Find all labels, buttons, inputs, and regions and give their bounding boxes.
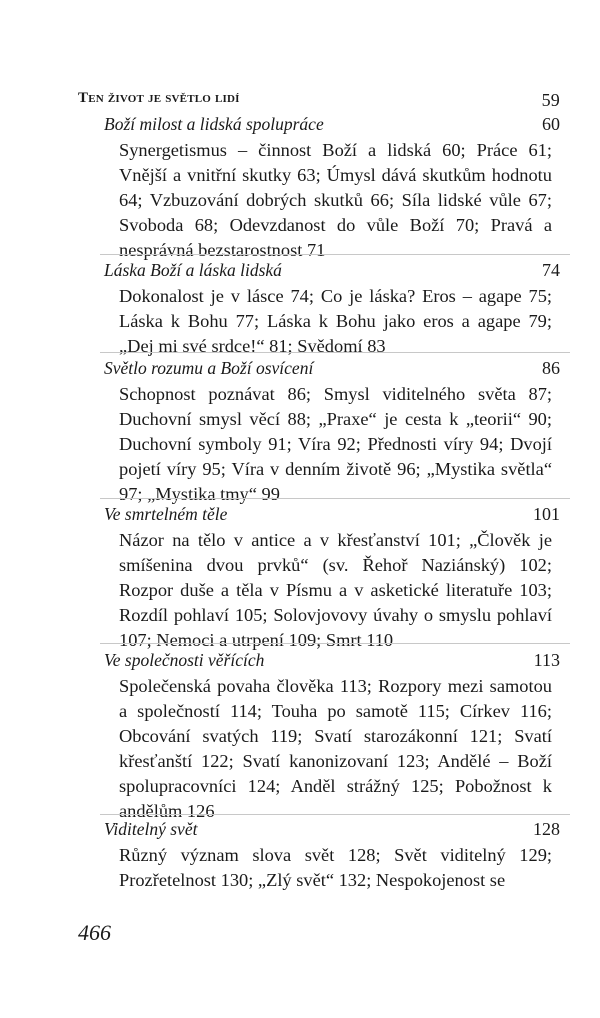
- section-title: [78, 356, 560, 380]
- section-title-text: Ve společnosti věřících: [104, 650, 265, 670]
- section-entries: Dokonalost je v lásce 74; Co je láska? Eros – agape 75; Láska k Bohu 77; Láska k Bohu jako eros a agape 79; „Dej mi své srdce!“ 81; Svědomí 83: [119, 286, 552, 356]
- section-divider: [100, 643, 570, 644]
- toc-section: [78, 356, 560, 507]
- section-entries: Názor na tělo v antice a v křesťanství 101; „Člověk je smíšenina dvou prvků“ (sv. Řehoř Naziánský) 102; Rozpor duše a těla v Písmu a v asketické literatuře 103; Rozdíl pohlaví 105; Solovjovovy úvahy o smyslu pohlaví 107; Nemoci a utrpení 109; Smrt 110: [119, 530, 552, 650]
- toc-section: [78, 502, 560, 653]
- chapter-heading: [78, 90, 560, 110]
- toc-section: [78, 112, 560, 263]
- chapter-title: Ten život je světlo lidí: [78, 90, 240, 106]
- section-page-number: 86: [542, 358, 560, 378]
- section-title: [78, 502, 560, 526]
- section-divider: [100, 352, 570, 353]
- section-page-number: 74: [542, 260, 560, 280]
- section-entries: Schopnost poznávat 86; Smysl viditelného světa 87; Duchovní smysl věcí 88; „Praxe“ je cesta k „teorii“ 90; Duchovní symboly 91; Víra 92; Přednosti víry 94; Dvojí pojetí víry 95; Víra v denním životě 96; „Mystika světla“ 97; „Mystika tmy“ 99: [119, 384, 552, 504]
- section-page-number: 60: [542, 114, 560, 134]
- section-title: [78, 648, 560, 672]
- section-entries: Různý význam slova svět 128; Svět viditelný 129; Prozřetelnost 130; „Zlý svět“ 132; Nespokojenost se: [119, 845, 552, 890]
- section-title-text: Ve smrtelném těle: [104, 504, 228, 524]
- section-title-text: Boží milost a lidská spolupráce: [104, 114, 324, 134]
- section-divider: [100, 254, 570, 255]
- section-entries: Synergetismus – činnost Boží a lidská 60; Práce 61; Vnější a vnitřní skutky 63; Úmysl dává skutkům hodnotu 64; Vzbuzování dobrých skutků 66; Síla lidské vůle 67; Svoboda 68; Odevzdanost do vůle Boží 70; Pravá a nesprávná bezstarostnost 71: [119, 140, 552, 260]
- section-title: [78, 112, 560, 136]
- toc-section: [78, 258, 560, 359]
- section-page-number: 128: [533, 819, 560, 839]
- section-page-number: 101: [533, 504, 560, 524]
- section-title-text: Světlo rozumu a Boží osvícení: [104, 358, 314, 378]
- chapter-page-number: 59: [541, 90, 560, 110]
- section-entries: Společenská povaha člověka 113; Rozpory mezi samotou a společností 114; Touha po samotě 115; Církev 116; Obcování svatých 119; Svatí starozákonní 121; Svatí křesťanští 122; Svatí kanonizovaní 123; Andělé – Boží spolupracovníci 124; Anděl strážný 125; Pobožnost k andělům 126: [119, 676, 552, 821]
- section-title-text: Viditelný svět: [104, 819, 198, 839]
- section-title: [78, 258, 560, 282]
- page-folio: 466: [78, 920, 111, 945]
- section-divider: [100, 498, 570, 499]
- toc-section: [78, 817, 560, 893]
- section-page-number: 113: [533, 650, 560, 670]
- section-divider: [100, 814, 570, 815]
- section-title: [78, 817, 560, 841]
- section-title-text: Láska Boží a láska lidská: [104, 260, 282, 280]
- toc-section: [78, 648, 560, 824]
